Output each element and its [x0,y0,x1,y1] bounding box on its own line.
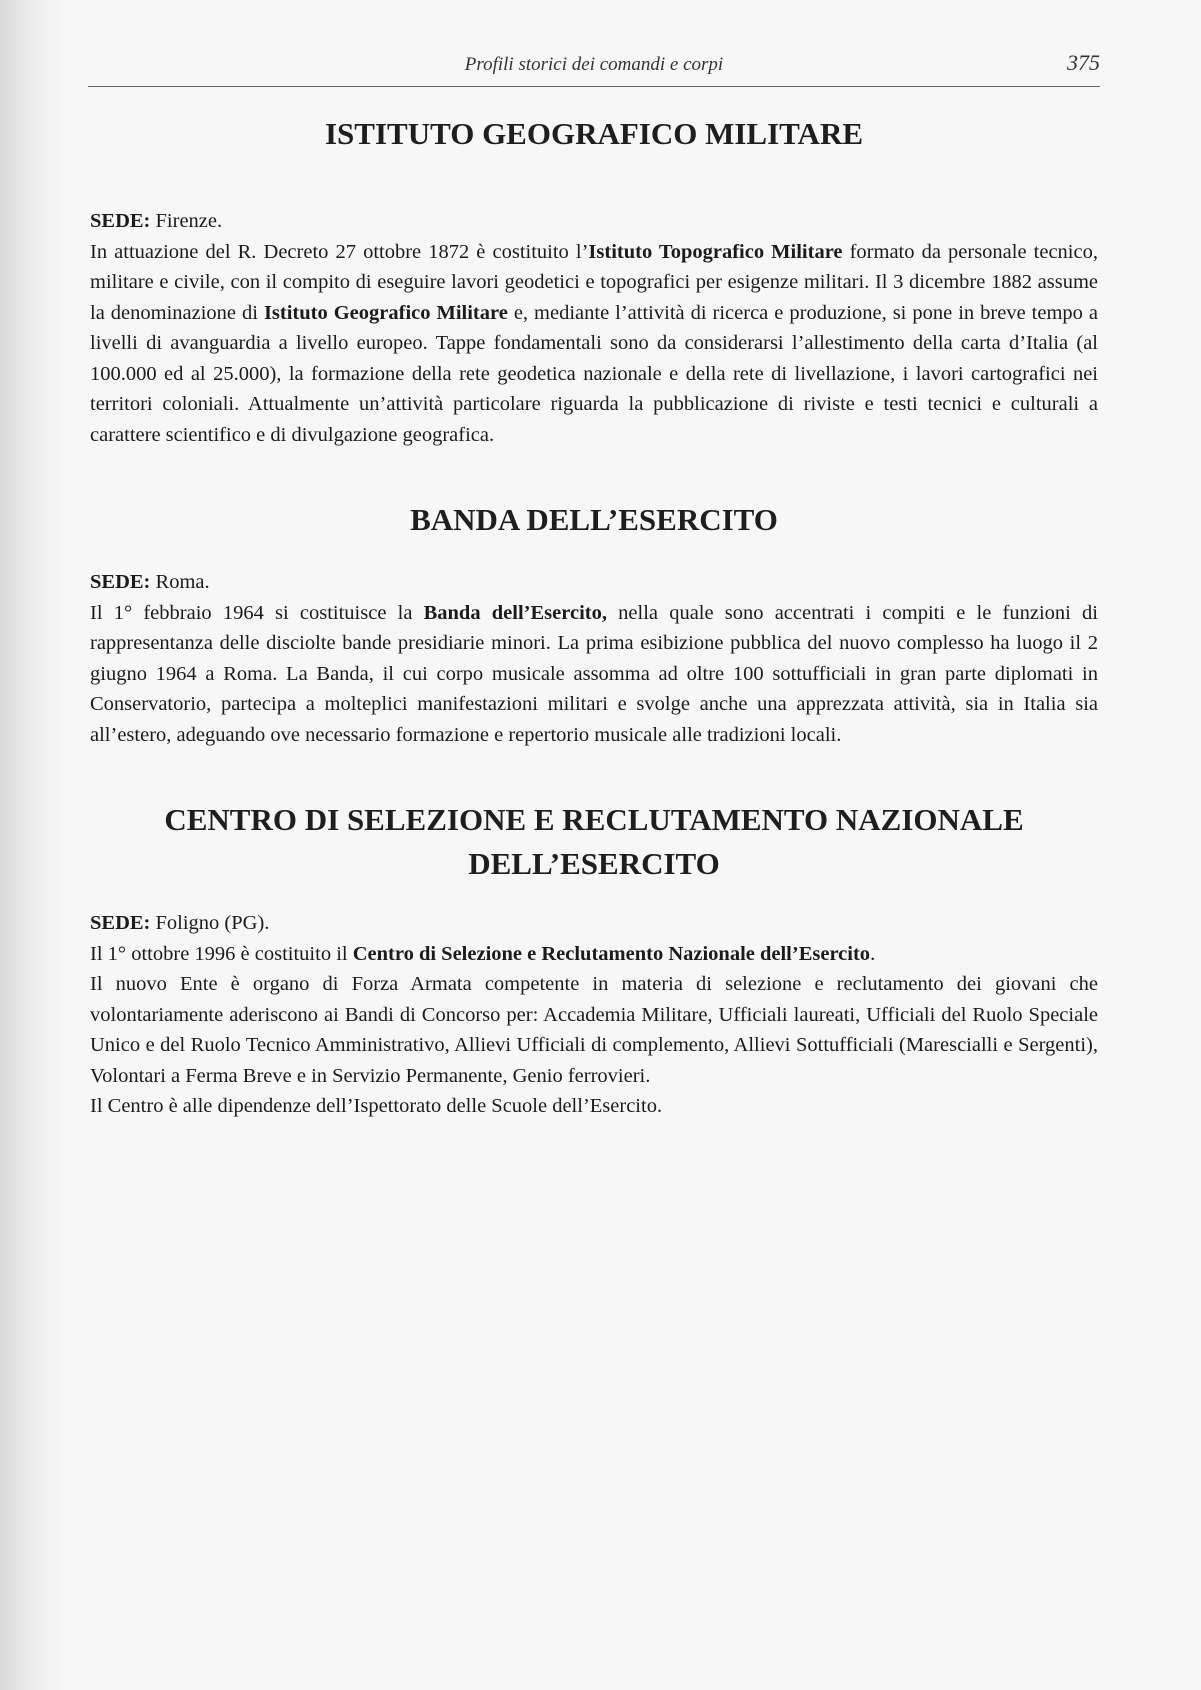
section-title-line-1: CENTRO DI SELEZIONE E RECLUTAMENTO NAZIONALE [164,802,1024,837]
section-title-line-2: DELL’ESERCITO [468,846,720,881]
sede-line [90,567,1098,598]
section-title [90,798,1098,886]
section-banda-esercito [90,498,1098,750]
section-istituto-geografico [90,112,1098,450]
bold-run: Banda dell’Esercito, [423,601,607,624]
text-run: . [870,942,876,965]
text-run: Il 1° ottobre 1996 è costituito il [90,942,353,965]
bold-run: Centro di Selezione e Reclutamento Nazionale dell’Esercito [352,942,871,965]
text-run: formato da personale tecnico, militare e civile, con il compito di eseguire lavori geodetici e topografici per esigenze militari. Il 3 dicembre 1882 assume la denominazione di [90,240,1098,324]
paragraph: Il Centro è alle dipendenze dell’Ispettorato delle Scuole dell’Esercito. [90,1095,663,1117]
sede-value: Firenze. [150,210,223,232]
paragraph: Il nuovo Ente è organo di Forza Armata competente in materia di selezione e reclutamento dei giovani che volontariamente aderiscono ai Bandi di Concorso per: Accademia Militare, Ufficiali laureati, Ufficiali del Ruolo Speciale Unico e del Ruolo Tecnico Amministrativo, Allievi Ufficiali di complemento, Allievi Sottufficiali (Marescialli e Sergenti), Volontari a Ferma Breve e in Servizio Permanente, Genio ferrovieri. [90,973,1098,1087]
text-run: In attuazione del R. Decreto 27 ottobre 1872 è costituito l’ [90,240,589,263]
page-body [90,112,1098,1122]
paragraph [90,237,1098,451]
section-title: BANDA DELL’ESERCITO [410,502,778,537]
sede-value: Foligno (PG). [150,912,270,934]
header-rule [88,86,1100,87]
page-number: 375 [1067,50,1100,75]
section-centro-selezione [90,798,1098,1122]
running-header [88,50,1100,84]
paragraph [90,598,1098,751]
page-binding-shadow [0,0,70,1690]
paragraph [90,939,1098,970]
text-run: Il 1° febbraio 1964 si costituisce la [90,601,424,624]
sede-label: SEDE: [90,571,151,593]
bold-run: Istituto Geografico Militare [263,301,508,324]
sede-value: Roma. [150,571,210,593]
running-title: Profili storici dei comandi e corpi [464,54,724,75]
bold-run: Istituto Topografico Militare [588,240,843,263]
sede-label: SEDE: [90,210,151,232]
text-run: e, mediante l’attività di ricerca e produzione, si pone in breve tempo a livelli di avanguardia a livello europeo. Tappe fondamentali sono da considerarsi l’allestimento della carta d’Italia (al 100.000 ed al 25.000), la formazione della rete geodetica nazionale e della rete di livellazione, i lavori cartografici nei territori coloniali. Attualmente un’attività particolare riguarda la pubblicazione di riviste e testi tecnici e culturali a carattere scientifico e di divulgazione geografica. [90,301,1098,446]
text-run: nella quale sono accentrati i compiti e le funzioni di rappresentanza delle disciolte bande presidiarie minori. La prima esibizione pubblica del nuovo complesso ha luogo il 2 giugno 1964 a Roma. La Banda, il cui corpo musicale assomma ad oltre 100 sottufficiali in gran parte diplomati in Conservatorio, partecipa a molteplici manifestazioni militari e svolge anche una apprezzata attività, sia in Italia sia all’estero, adeguando ove necessario formazione e repertorio musicale alle tradizioni locali. [90,601,1098,746]
sede-line [90,206,1098,237]
sede-line [90,908,1098,939]
section-title: ISTITUTO GEOGRAFICO MILITARE [324,116,864,151]
sede-label: SEDE: [90,912,151,934]
